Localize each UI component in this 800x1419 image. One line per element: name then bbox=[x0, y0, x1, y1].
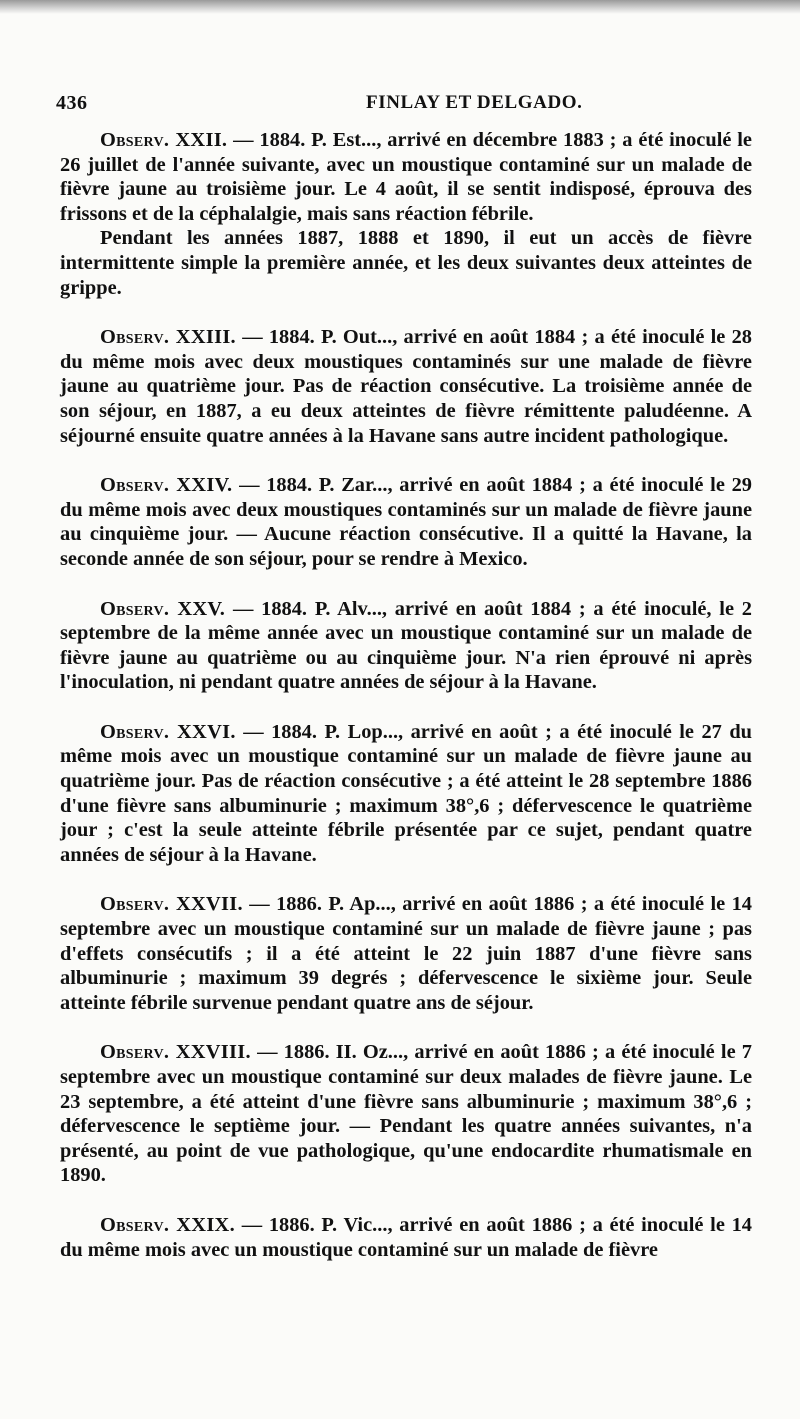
observation-xxviii bbox=[60, 1040, 752, 1188]
observation-body: — 1884. P. Out..., arrivé en août 1884 ; a été inoculé le 28 du même mois avec deux moustiques contaminés sur une malade de fièvre jaune au quatrième jour. Pas de réaction consécutive. La troisième année de son séjour, en 1887, a eu deux atteintes de fièvre rémittente paludéenne. A séjourné ensuite quatre années à la Havane sans autre incident pathologique. bbox=[60, 326, 753, 447]
observation-xxvi bbox=[60, 720, 752, 868]
observation-label: Observ. XXVII. bbox=[100, 893, 243, 916]
observation-xxiv bbox=[60, 473, 752, 571]
body-text bbox=[60, 128, 752, 1262]
observation-body: — 1886. II. Oz..., arrivé en août 1886 ; a été inoculé le 7 septembre avec un moustique contaminé sur deux malades de fièvre jaune. Le 23 septembre, a été atteint d'une fièvre sans albuminurie ; maximum 38°,6 ; défervescence le septième jour. — Pendant les quatre années suivantes, n'a présenté, au point de vue pathologique, qu'une endocardite rhumatismale en 1890. bbox=[60, 1041, 753, 1187]
running-head: FINLAY ET DELGADO. bbox=[366, 92, 583, 113]
scan-edge-shadow bbox=[0, 0, 800, 14]
observation-body: — 1884. P. Zar..., arrivé en août 1884 ; a été inoculé le 29 du même mois avec deux moustiques contaminés sur un malade de fièvre jaune au cinquième jour. — Aucune réaction consécutive. Il a quitté la Havane, la seconde année de son séjour, pour se rendre à Mexico. bbox=[60, 474, 752, 570]
observation-label: Observ. XXIV. bbox=[100, 474, 233, 497]
observation-label: Observ. XXII. bbox=[100, 129, 228, 151]
observation-label: Observ. XXIII. bbox=[100, 326, 236, 349]
observation-xxix bbox=[60, 1213, 752, 1262]
observation-body: Pendant les années 1887, 1888 et 1890, il eut un accès de fièvre intermittente simple la première année, et les deux suivantes deux atteintes de grippe. bbox=[60, 227, 752, 299]
observation-body: — 1884. P. Alv..., arrivé en août 1884 ; a été inoculé, le 2 septembre de la même année avec un moustique contaminé sur un malade de fièvre jaune au quatrième ou au cinquième jour. N'a rien éprouvé ni après l'inoculation, ni pendant quatre années de séjour à la Havane. bbox=[60, 597, 752, 694]
observation-body: — 1884. P. Est..., arrivé en décembre 1883 ; a été inoculé le 26 juillet de l'année suivante, avec un moustique contaminé sur un malade de fièvre jaune au troisième jour. Le 4 août, il se sentit indisposé, éprouva des frissons et de la céphalalgie, mais sans réaction fébrile. bbox=[60, 129, 752, 225]
observation-xxii bbox=[60, 128, 752, 226]
observation-label: Observ. XXVIII. bbox=[100, 1041, 251, 1064]
observation-body: — 1884. P. Lop..., arrivé en août ; a été inoculé le 27 du même mois avec un moustique contaminé sur un malade de fièvre jaune au quatrième jour. Pas de réaction consécutive ; a été atteint le 28 septembre 1886 d'une fièvre sans albuminurie ; maximum 38°,6 ; défervescence le quatrième jour ; c'est la seule atteinte fébrile présentée par ce sujet, pendant quatre années de séjour à la Havane. bbox=[60, 720, 753, 866]
observation-xxiii bbox=[60, 325, 752, 448]
observation-label: Observ. XXVI. bbox=[100, 720, 236, 743]
page-header bbox=[56, 92, 746, 122]
observation-xxvii bbox=[60, 892, 752, 1015]
page-number: 436 bbox=[56, 92, 88, 114]
observation-label: Observ. XXIX. bbox=[100, 1213, 235, 1236]
observation-xxv bbox=[60, 597, 752, 695]
observation-xxii-continued bbox=[60, 226, 752, 300]
observation-body: — 1886. P. Ap..., arrivé en août 1886 ; a été inoculé le 14 septembre avec un moustique contaminé sur un malade de fièvre jaune ; pas d'effets consécutifs ; il a été atteint le 22 juin 1887 d'une fièvre sans albuminurie ; maximum 39 degrés ; défervescence le sixième jour. Seule atteinte fébrile survenue pendant quatre ans de séjour. bbox=[60, 893, 753, 1014]
observation-label: Observ. XXV. bbox=[100, 597, 226, 620]
observation-body: — 1886. P. Vic..., arrivé en août 1886 ; a été inoculé le 14 du même mois avec un moustique contaminé sur un malade de fièvre bbox=[60, 1213, 752, 1261]
